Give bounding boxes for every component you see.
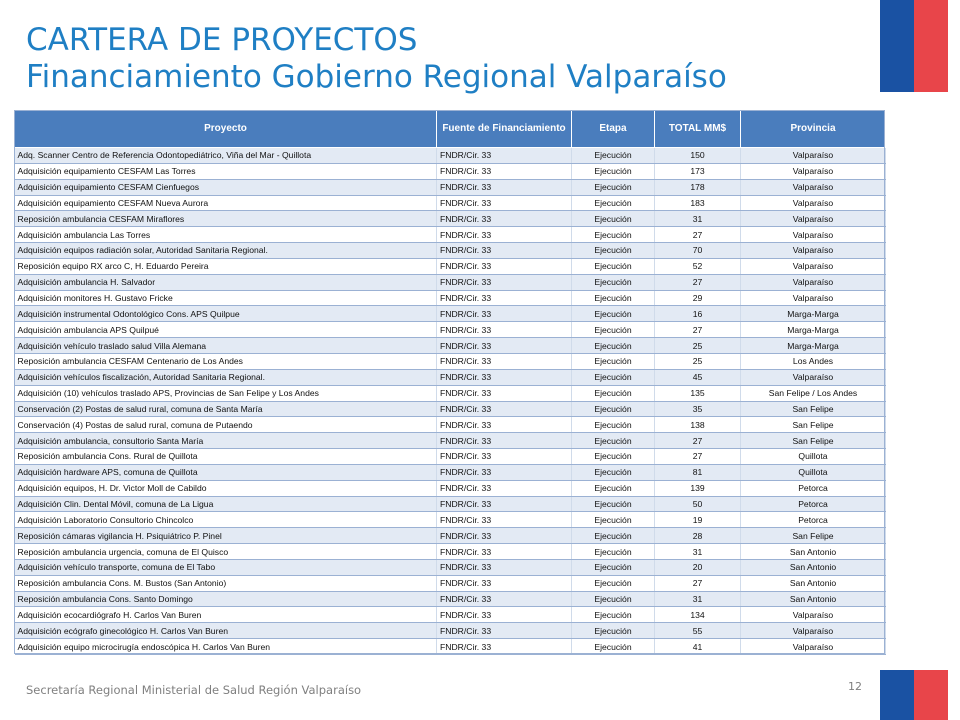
cell-fuente: FNDR/Cir. 33 (437, 179, 572, 195)
cell-etapa: Ejecución (572, 480, 655, 496)
cell-total: 41 (655, 639, 741, 655)
cell-provincia: Marga-Marga (741, 322, 886, 338)
cell-total: 25 (655, 338, 741, 354)
cell-etapa: Ejecución (572, 211, 655, 227)
table-row (15, 623, 886, 639)
cell-total: 178 (655, 179, 741, 195)
cell-total: 28 (655, 528, 741, 544)
cell-etapa: Ejecución (572, 433, 655, 449)
cell-fuente: FNDR/Cir. 33 (437, 211, 572, 227)
cell-etapa: Ejecución (572, 195, 655, 211)
cell-etapa: Ejecución (572, 385, 655, 401)
cell-provincia: San Felipe (741, 528, 886, 544)
footer-text: Secretaría Regional Ministerial de Salud Región Valparaíso (26, 683, 362, 697)
cell-proyecto: Adquisición equipos radiación solar, Autoridad Sanitaria Regional. (15, 243, 437, 259)
cell-total: 20 (655, 559, 741, 575)
cell-proyecto: Adquisición (10) vehículos traslado APS, Provincias de San Felipe y Los Andes (15, 385, 437, 401)
cell-fuente: FNDR/Cir. 33 (437, 417, 572, 433)
cell-provincia: San Felipe (741, 433, 886, 449)
cell-proyecto: Adquisición ambulancia APS Quilpué (15, 322, 437, 338)
cell-total: 31 (655, 591, 741, 607)
cell-total: 52 (655, 258, 741, 274)
table-row (15, 290, 886, 306)
cell-total: 27 (655, 274, 741, 290)
table-row (15, 148, 886, 164)
table-row (15, 417, 886, 433)
cell-total: 45 (655, 369, 741, 385)
cell-fuente: FNDR/Cir. 33 (437, 591, 572, 607)
cell-fuente: FNDR/Cir. 33 (437, 433, 572, 449)
cell-total: 139 (655, 480, 741, 496)
cell-provincia: Valparaíso (741, 163, 886, 179)
projects-table (14, 110, 886, 655)
cell-total: 35 (655, 401, 741, 417)
cell-proyecto: Adquisición equipamiento CESFAM Las Torres (15, 163, 437, 179)
table-row (15, 433, 886, 449)
cell-etapa: Ejecución (572, 163, 655, 179)
cell-etapa: Ejecución (572, 623, 655, 639)
flag-red-stripe (914, 0, 948, 92)
cell-provincia: Marga-Marga (741, 338, 886, 354)
cell-proyecto: Adquisición equipo microcirugía endoscópica H. Carlos Van Buren (15, 639, 437, 655)
cell-etapa: Ejecución (572, 559, 655, 575)
cell-provincia: Valparaíso (741, 227, 886, 243)
cell-provincia: San Antonio (741, 544, 886, 560)
cell-proyecto: Adquisición ambulancia H. Salvador (15, 274, 437, 290)
cell-proyecto: Adquisición Clin. Dental Móvil, comuna de La Ligua (15, 496, 437, 512)
cell-etapa: Ejecución (572, 227, 655, 243)
cell-total: 138 (655, 417, 741, 433)
cell-proyecto: Reposición cámaras vigilancia H. Psiquiátrico P. Pinel (15, 528, 437, 544)
cell-proyecto: Adq. Scanner Centro de Referencia Odontopediátrico, Viña del Mar - Quillota (15, 148, 437, 164)
cell-fuente: FNDR/Cir. 33 (437, 528, 572, 544)
cell-provincia: Valparaíso (741, 639, 886, 655)
cell-total: 25 (655, 353, 741, 369)
header-etapa: Etapa (572, 111, 655, 148)
table-row (15, 544, 886, 560)
cell-proyecto: Conservación (4) Postas de salud rural, comuna de Putaendo (15, 417, 437, 433)
cell-etapa: Ejecución (572, 179, 655, 195)
cell-etapa: Ejecución (572, 544, 655, 560)
cell-etapa: Ejecución (572, 274, 655, 290)
cell-proyecto: Conservación (2) Postas de salud rural, comuna de Santa María (15, 401, 437, 417)
table-body (15, 148, 886, 655)
header-total: TOTAL MM$ (655, 111, 741, 148)
cell-provincia: Valparaíso (741, 623, 886, 639)
cell-total: 81 (655, 464, 741, 480)
cell-provincia: Petorca (741, 496, 886, 512)
flag-red-stripe (914, 670, 948, 720)
table-row (15, 464, 886, 480)
cell-fuente: FNDR/Cir. 33 (437, 480, 572, 496)
cell-etapa: Ejecución (572, 338, 655, 354)
cell-etapa: Ejecución (572, 512, 655, 528)
cell-total: 150 (655, 148, 741, 164)
title-line-1: CARTERA DE PROYECTOS (26, 22, 418, 58)
cell-provincia: Valparaíso (741, 148, 886, 164)
cell-fuente: FNDR/Cir. 33 (437, 306, 572, 322)
cell-proyecto: Adquisición ecógrafo ginecológico H. Carlos Van Buren (15, 623, 437, 639)
flag-blue-stripe (880, 0, 914, 92)
table-row (15, 559, 886, 575)
cell-total: 183 (655, 195, 741, 211)
cell-provincia: Quillota (741, 464, 886, 480)
cell-provincia: Valparaíso (741, 211, 886, 227)
cell-etapa: Ejecución (572, 639, 655, 655)
header-fuente: Fuente de Financiamiento (437, 111, 572, 148)
cell-provincia: Marga-Marga (741, 306, 886, 322)
cell-proyecto: Adquisición ecocardiógrafo H. Carlos Van Buren (15, 607, 437, 623)
cell-proyecto: Adquisición instrumental Odontológico Cons. APS Quilpue (15, 306, 437, 322)
cell-etapa: Ejecución (572, 369, 655, 385)
table-header-row (15, 111, 886, 148)
cell-provincia: Valparaíso (741, 369, 886, 385)
cell-etapa: Ejecución (572, 243, 655, 259)
cell-total: 134 (655, 607, 741, 623)
cell-total: 16 (655, 306, 741, 322)
cell-provincia: San Antonio (741, 575, 886, 591)
cell-total: 29 (655, 290, 741, 306)
cell-fuente: FNDR/Cir. 33 (437, 163, 572, 179)
cell-proyecto: Reposición ambulancia CESFAM Centenario de Los Andes (15, 353, 437, 369)
cell-provincia: Valparaíso (741, 179, 886, 195)
cell-total: 27 (655, 449, 741, 465)
cell-fuente: FNDR/Cir. 33 (437, 274, 572, 290)
cell-total: 31 (655, 544, 741, 560)
cell-fuente: FNDR/Cir. 33 (437, 148, 572, 164)
cell-proyecto: Adquisición Laboratorio Consultorio Chincolco (15, 512, 437, 528)
cell-etapa: Ejecución (572, 353, 655, 369)
cell-fuente: FNDR/Cir. 33 (437, 290, 572, 306)
cell-etapa: Ejecución (572, 306, 655, 322)
cell-total: 70 (655, 243, 741, 259)
cell-fuente: FNDR/Cir. 33 (437, 464, 572, 480)
cell-provincia: Valparaíso (741, 195, 886, 211)
cell-total: 27 (655, 575, 741, 591)
cell-proyecto: Adquisición equipamiento CESFAM Cienfuegos (15, 179, 437, 195)
table-row (15, 385, 886, 401)
cell-etapa: Ejecución (572, 290, 655, 306)
header-proyecto: Proyecto (15, 111, 437, 148)
cell-total: 27 (655, 433, 741, 449)
cell-fuente: FNDR/Cir. 33 (437, 369, 572, 385)
cell-proyecto: Reposición ambulancia Cons. Santo Domingo (15, 591, 437, 607)
page-title (26, 22, 727, 96)
cell-provincia: Los Andes (741, 353, 886, 369)
cell-proyecto: Adquisición equipamiento CESFAM Nueva Aurora (15, 195, 437, 211)
cell-etapa: Ejecución (572, 575, 655, 591)
table-row (15, 449, 886, 465)
cell-provincia: Quillota (741, 449, 886, 465)
cell-fuente: FNDR/Cir. 33 (437, 243, 572, 259)
cell-etapa: Ejecución (572, 607, 655, 623)
flag-decoration-top (880, 0, 948, 92)
cell-proyecto: Adquisición hardware APS, comuna de Quillota (15, 464, 437, 480)
cell-provincia: Valparaíso (741, 290, 886, 306)
cell-total: 173 (655, 163, 741, 179)
table-row (15, 496, 886, 512)
cell-fuente: FNDR/Cir. 33 (437, 544, 572, 560)
table-row (15, 306, 886, 322)
cell-etapa: Ejecución (572, 528, 655, 544)
cell-provincia: San Antonio (741, 559, 886, 575)
table-row (15, 227, 886, 243)
cell-provincia: Valparaíso (741, 607, 886, 623)
cell-proyecto: Adquisición vehículo transporte, comuna de El Tabo (15, 559, 437, 575)
cell-fuente: FNDR/Cir. 33 (437, 639, 572, 655)
table-row (15, 243, 886, 259)
flag-blue-stripe (880, 670, 914, 720)
cell-fuente: FNDR/Cir. 33 (437, 195, 572, 211)
cell-etapa: Ejecución (572, 258, 655, 274)
cell-fuente: FNDR/Cir. 33 (437, 353, 572, 369)
cell-fuente: FNDR/Cir. 33 (437, 449, 572, 465)
cell-fuente: FNDR/Cir. 33 (437, 338, 572, 354)
cell-fuente: FNDR/Cir. 33 (437, 623, 572, 639)
cell-proyecto: Reposición ambulancia CESFAM Miraflores (15, 211, 437, 227)
table-row (15, 258, 886, 274)
cell-fuente: FNDR/Cir. 33 (437, 575, 572, 591)
cell-fuente: FNDR/Cir. 33 (437, 401, 572, 417)
table-row (15, 211, 886, 227)
cell-total: 55 (655, 623, 741, 639)
cell-etapa: Ejecución (572, 417, 655, 433)
table-row (15, 575, 886, 591)
cell-etapa: Ejecución (572, 496, 655, 512)
table-row (15, 163, 886, 179)
cell-total: 27 (655, 227, 741, 243)
table-row (15, 528, 886, 544)
table-row (15, 195, 886, 211)
table-row (15, 480, 886, 496)
cell-etapa: Ejecución (572, 591, 655, 607)
cell-fuente: FNDR/Cir. 33 (437, 512, 572, 528)
cell-etapa: Ejecución (572, 449, 655, 465)
page-number: 12 (848, 680, 862, 693)
cell-fuente: FNDR/Cir. 33 (437, 559, 572, 575)
cell-provincia: Valparaíso (741, 258, 886, 274)
table-row (15, 607, 886, 623)
cell-provincia: San Felipe (741, 417, 886, 433)
table-row (15, 353, 886, 369)
cell-total: 50 (655, 496, 741, 512)
cell-etapa: Ejecución (572, 322, 655, 338)
cell-fuente: FNDR/Cir. 33 (437, 385, 572, 401)
cell-fuente: FNDR/Cir. 33 (437, 258, 572, 274)
table-row (15, 338, 886, 354)
cell-provincia: Valparaíso (741, 243, 886, 259)
cell-etapa: Ejecución (572, 464, 655, 480)
cell-provincia: Petorca (741, 480, 886, 496)
cell-proyecto: Adquisición ambulancia, consultorio Santa María (15, 433, 437, 449)
cell-etapa: Ejecución (572, 148, 655, 164)
cell-fuente: FNDR/Cir. 33 (437, 607, 572, 623)
flag-decoration-bottom (880, 670, 948, 720)
cell-fuente: FNDR/Cir. 33 (437, 322, 572, 338)
table-row (15, 369, 886, 385)
cell-etapa: Ejecución (572, 401, 655, 417)
table-row (15, 401, 886, 417)
table-row (15, 639, 886, 655)
cell-total: 27 (655, 322, 741, 338)
table-row (15, 179, 886, 195)
cell-proyecto: Reposición equipo RX arco C, H. Eduardo Pereira (15, 258, 437, 274)
cell-proyecto: Adquisición equipos, H. Dr. Victor Moll de Cabildo (15, 480, 437, 496)
table-row (15, 591, 886, 607)
cell-proyecto: Adquisición monitores H. Gustavo Fricke (15, 290, 437, 306)
header-provincia: Provincia (741, 111, 886, 148)
cell-provincia: Valparaíso (741, 274, 886, 290)
cell-total: 31 (655, 211, 741, 227)
cell-proyecto: Adquisición ambulancia Las Torres (15, 227, 437, 243)
cell-provincia: San Antonio (741, 591, 886, 607)
cell-total: 135 (655, 385, 741, 401)
cell-proyecto: Reposición ambulancia Cons. M. Bustos (San Antonio) (15, 575, 437, 591)
cell-total: 19 (655, 512, 741, 528)
cell-proyecto: Adquisición vehículo traslado salud Villa Alemana (15, 338, 437, 354)
cell-proyecto: Reposición ambulancia Cons. Rural de Quillota (15, 449, 437, 465)
cell-fuente: FNDR/Cir. 33 (437, 227, 572, 243)
cell-fuente: FNDR/Cir. 33 (437, 496, 572, 512)
title-line-2: Financiamiento Gobierno Regional Valparaíso (26, 59, 727, 95)
cell-provincia: San Felipe (741, 401, 886, 417)
cell-proyecto: Adquisición vehículos fiscalización, Autoridad Sanitaria Regional. (15, 369, 437, 385)
table-row (15, 512, 886, 528)
table-row (15, 274, 886, 290)
cell-provincia: Petorca (741, 512, 886, 528)
cell-provincia: San Felipe / Los Andes (741, 385, 886, 401)
table-row (15, 322, 886, 338)
cell-proyecto: Reposición ambulancia urgencia, comuna de El Quisco (15, 544, 437, 560)
